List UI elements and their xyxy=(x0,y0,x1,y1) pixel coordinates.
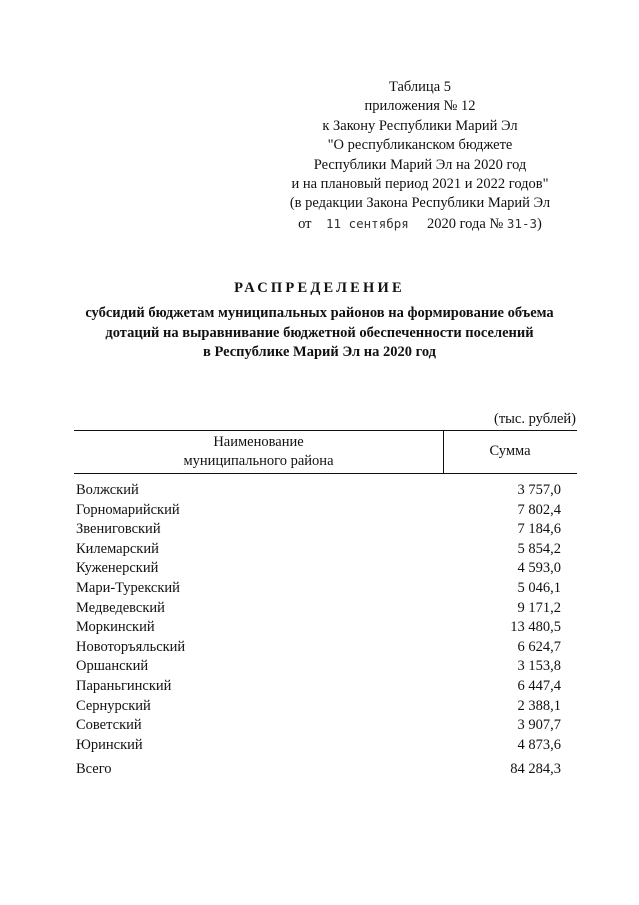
column-header-name-line: муниципального района xyxy=(183,453,334,469)
header-line: и на плановый период 2021 и 2022 годов" xyxy=(291,176,549,193)
district-name: Новоторъяльский xyxy=(76,638,186,655)
table-total-row xyxy=(76,760,561,780)
district-sum: 2 388,1 xyxy=(517,697,561,714)
table-row xyxy=(76,736,561,756)
table-row xyxy=(76,501,561,521)
district-sum: 5 046,1 xyxy=(517,579,561,596)
district-sum: 7 802,4 xyxy=(517,501,561,518)
district-name: Юринский xyxy=(76,736,143,753)
table-row xyxy=(76,657,561,677)
table-header-rule xyxy=(74,473,577,474)
district-name: Звениговский xyxy=(76,521,161,538)
header-date-middle: 2020 года № xyxy=(426,215,504,232)
column-header-sum: Сумма xyxy=(489,443,531,459)
subtitle-line: дотаций на выравнивание бюджетной обеспеченности поселений xyxy=(105,324,534,341)
table-row xyxy=(76,579,561,599)
header-line: Таблица 5 xyxy=(388,79,451,95)
table-body xyxy=(76,481,561,755)
district-sum: 3 757,0 xyxy=(517,482,561,498)
district-name: Медведевский xyxy=(76,599,165,616)
district-name: Килемарский xyxy=(76,540,159,557)
district-sum: 4 593,0 xyxy=(517,560,561,577)
document-title: РАСПРЕДЕЛЕНИЕ xyxy=(234,280,405,296)
district-name: Мари-Турекский xyxy=(76,579,180,596)
district-sum: 6 447,4 xyxy=(517,677,561,694)
header-line: приложения № 12 xyxy=(364,98,476,115)
column-header-name xyxy=(74,433,443,471)
document-header xyxy=(270,78,570,234)
district-name: Куженерский xyxy=(76,560,159,577)
district-name: Горномарийский xyxy=(76,501,180,518)
table-row xyxy=(76,559,561,579)
district-sum: 13 480,5 xyxy=(510,619,561,636)
table-row xyxy=(76,677,561,697)
handwritten-number: 31-З xyxy=(506,215,538,231)
header-line: к Закону Республики Марий Эл xyxy=(322,117,518,134)
table-row xyxy=(76,618,561,638)
district-name: Оршанский xyxy=(76,658,149,675)
district-sum: 9 171,2 xyxy=(517,599,561,616)
total-sum: 84 284,3 xyxy=(510,761,561,777)
handwritten-date: 11 сентября xyxy=(326,215,409,231)
total-label: Всего xyxy=(76,761,112,777)
units-label: (тыс. рублей) xyxy=(494,411,576,427)
header-line: "О республиканском бюджете xyxy=(327,137,513,154)
header-line: (в редакции Закона Республики Марий Эл xyxy=(289,195,551,212)
table-row xyxy=(76,540,561,560)
subtitle-line: в Республике Марий Эл на 2020 год xyxy=(203,344,436,360)
column-header-name-line: Наименование xyxy=(213,434,304,450)
table-row xyxy=(76,520,561,540)
district-sum: 7 184,6 xyxy=(517,521,561,538)
header-date-prefix: от xyxy=(298,215,312,232)
table-row xyxy=(76,638,561,658)
table-row xyxy=(76,599,561,619)
district-sum: 6 624,7 xyxy=(517,638,561,655)
district-name: Сернурский xyxy=(76,697,151,714)
document-subtitle xyxy=(0,304,639,363)
table-top-rule xyxy=(74,430,577,431)
district-name: Параньгинский xyxy=(76,677,172,694)
subtitle-line: субсидий бюджетам муниципальных районов на формирование объема xyxy=(85,305,554,321)
table-row xyxy=(76,697,561,717)
table-row xyxy=(76,481,561,501)
table-row xyxy=(76,716,561,736)
header-line: Республики Марий Эл на 2020 год xyxy=(313,156,527,173)
header-date-line xyxy=(270,214,570,234)
header-date-suffix: ) xyxy=(537,215,542,232)
district-sum: 4 873,6 xyxy=(517,736,561,753)
district-sum: 3 907,7 xyxy=(517,717,561,734)
district-name: Моркинский xyxy=(76,619,155,636)
district-sum: 3 153,8 xyxy=(517,658,561,675)
district-name: Волжский xyxy=(76,482,139,498)
district-name: Советский xyxy=(76,717,142,734)
district-sum: 5 854,2 xyxy=(517,540,561,557)
